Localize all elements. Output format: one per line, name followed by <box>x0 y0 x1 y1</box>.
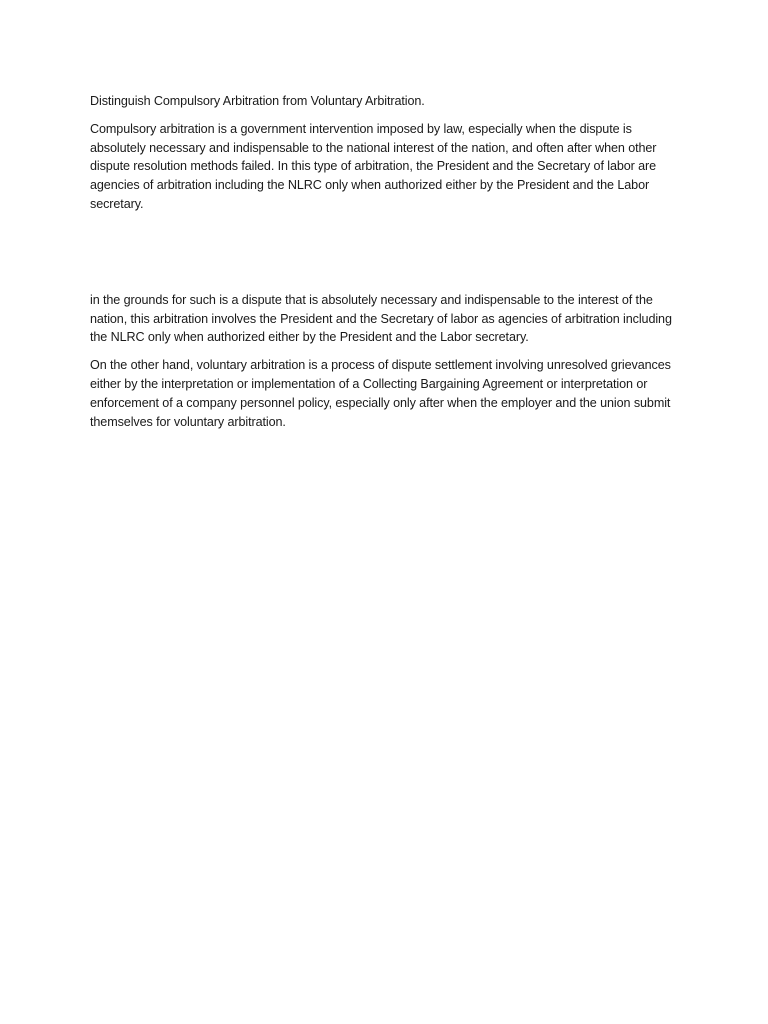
paragraph-voluntary-arbitration: On the other hand, voluntary arbitration is a process of dispute settlement involving unresolved grievances either by the interpretation or implementation of a Collecting Bargaining Agreement or interpretation or enforcement of a company personnel policy, especially only after when the employer and the union submit themselves for voluntary arbitration. <box>90 358 671 429</box>
paragraph-compulsory-arbitration: Compulsory arbitration is a government intervention imposed by law, especially when the dispute is absolutely necessary and indispensable to the national interest of the nation, and often after when other dispute resolution methods failed. In this type of arbitration, the President and the Secretary of labor are agencies of arbitration including the NLRC only when authorized either by the President and the Labor secretary. <box>90 121 657 211</box>
blank-space <box>90 223 688 291</box>
document-body <box>90 92 688 440</box>
paragraph-grounds: in the grounds for such is a dispute that is absolutely necessary and indispensable to the interest of the nation, this arbitration involves the President and the Secretary of labor as agencies of arbitration including the NLRC only when authorized either by the President and the Labor secretary. <box>90 292 672 345</box>
question-heading: Distinguish Compulsory Arbitration from Voluntary Arbitration. <box>90 94 425 108</box>
